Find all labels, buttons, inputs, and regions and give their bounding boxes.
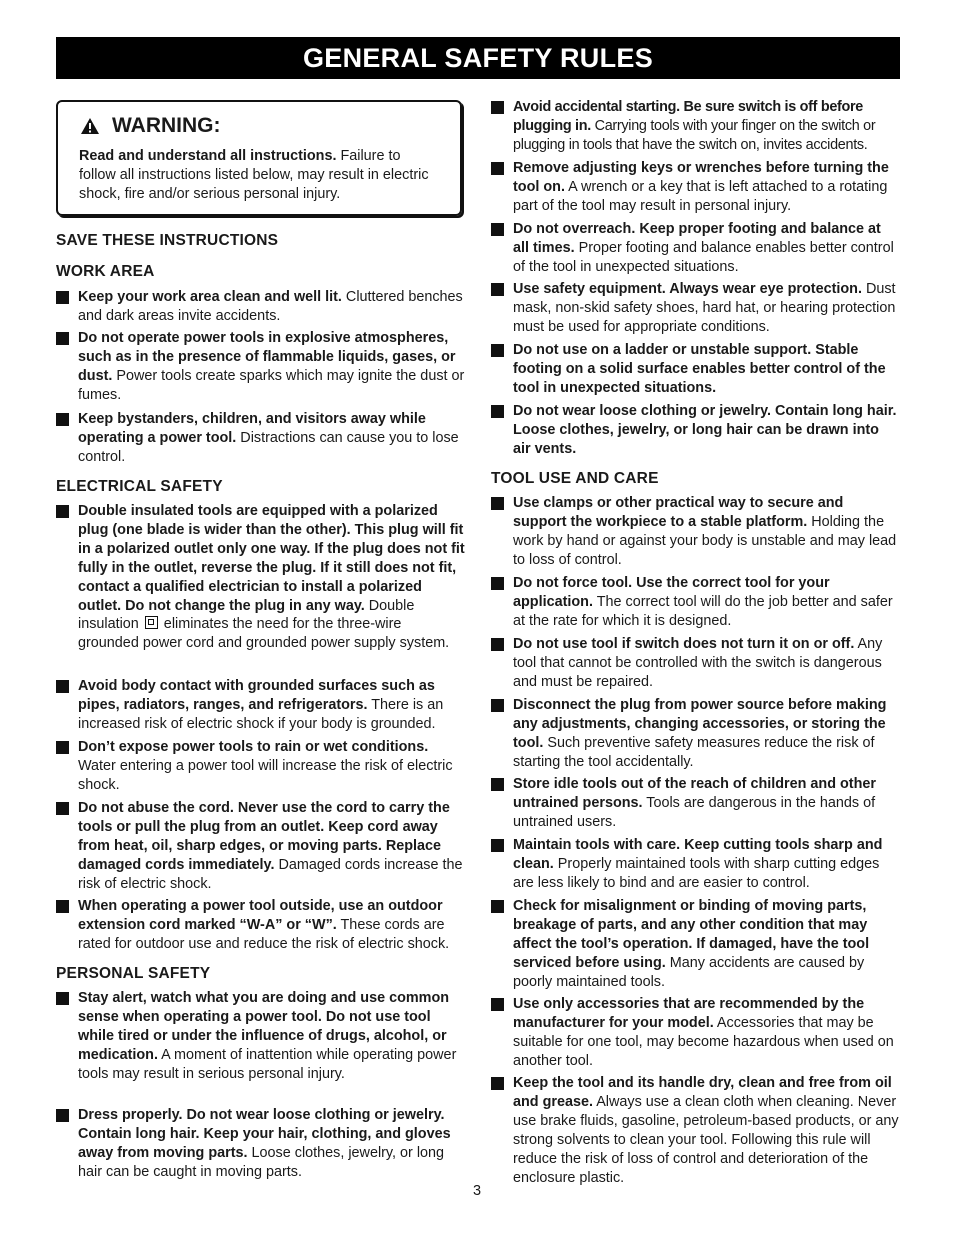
list-item: Do not operate power tools in explosive atmospheres, such as in the presence of flammable liquids, gases, or dust. Power tools create sparks which may ignite the dust or fumes. <box>56 329 465 405</box>
bullet-square <box>491 101 504 114</box>
bullet-square <box>56 332 69 345</box>
list-item: Check for misalignment or binding of moving parts, breakage of parts, and any other condition that may affect the tool’s operation. If damaged, have the tool serviced before using. Many accidents are caused by poorly maintained tools. <box>491 897 900 992</box>
page-number: 3 <box>472 1183 482 1199</box>
list-item: Avoid accidental starting. Be sure switch is off before plugging in. Carrying tools with your finger on the switch or plugging in tools that have the switch on, invites accidents. <box>491 98 900 155</box>
bullet-square <box>56 291 69 304</box>
list-item: Do not abuse the cord. Never use the cord to carry the tools or pull the plug from an outlet. Keep cord away from heat, oil, sharp edges, or moving parts. Replace damaged cords immediately. Damaged cords increase the risk of electric shock. <box>56 799 465 894</box>
bullet-square <box>56 680 69 693</box>
list-item: Keep your work area clean and well lit. Cluttered benches and dark areas invite accidents. <box>56 288 465 326</box>
list-item: Disconnect the plug from power source before making any adjustments, changing accessories, or storing the tool. Such preventive safety measures reduce the risk of starting the tool accidentally. <box>491 696 900 772</box>
list-item: Stay alert, watch what you are doing and use common sense when operating a power tool. Do not use tool while tired or under the influence of drugs, alcohol, or medication. A moment of inattention while operating power tools may result in serious personal injury. <box>56 989 465 1103</box>
list-item: Maintain tools with care. Keep cutting tools sharp and clean. Properly maintained tools with sharp cutting edges are less likely to bind and are easier to control. <box>491 836 900 893</box>
save-instructions-heading: SAVE THESE INSTRUCTIONS <box>56 232 279 249</box>
tool-use-heading: TOOL USE AND CARE <box>491 470 659 487</box>
bullet-square <box>491 900 504 913</box>
bullet-square <box>491 223 504 236</box>
list-item: Do not force tool. Use the correct tool for your application. The correct tool will do the job better and safer at the rate for which it is designed. <box>491 574 900 631</box>
bullet-square <box>491 344 504 357</box>
bullet-square <box>491 405 504 418</box>
list-item: Dress properly. Do not wear loose clothing or jewelry. Contain long hair. Keep your hair, clothing, and gloves away from moving parts. Loose clothes, jewelry, or long hair can be caught in moving parts. <box>56 1106 465 1182</box>
bullet-square <box>56 1109 69 1122</box>
work-area-heading: WORK AREA <box>56 263 155 280</box>
list-item: Do not wear loose clothing or jewelry. Contain long hair. Loose clothes, jewelry, or long hair can be drawn into air vents. <box>491 402 900 459</box>
bullet-square <box>56 802 69 815</box>
list-item: Keep bystanders, children, and visitors away while operating a power tool. Distractions can cause you to lose control. <box>56 410 465 467</box>
list-item: Do not use on a ladder or unstable support. Stable footing on a solid surface enables better control of the tool in unexpected situations. <box>491 341 900 398</box>
list-item: Use only accessories that are recommended by the manufacturer for your model. Accessories that may be suitable for one tool, may become hazardous when used on another tool. <box>491 995 900 1071</box>
electrical-safety-heading: ELECTRICAL SAFETY <box>56 478 223 495</box>
warning-heading <box>80 114 221 138</box>
bullet-square <box>56 900 69 913</box>
bullet-square <box>491 577 504 590</box>
bullet-square <box>491 778 504 791</box>
list-item: Don’t expose power tools to rain or wet conditions. Water entering a power tool will increase the risk of electric shock. <box>56 738 465 795</box>
list-item: Avoid body contact with grounded surfaces such as pipes, radiators, ranges, and refrigerators. There is an increased risk of electric shock if your body is grounded. <box>56 677 465 734</box>
list-item: Use clamps or other practical way to secure and support the workpiece to a stable platform. Holding the work by hand or against your body is unstable and may lead to loss of control. <box>491 494 900 570</box>
bullet-square <box>491 497 504 510</box>
warning-box <box>56 100 462 216</box>
list-item: Remove adjusting keys or wrenches before turning the tool on. A wrench or a key that is left attached to a rotating part of the tool may result in personal injury. <box>491 159 900 216</box>
bullet-square <box>491 998 504 1011</box>
list-item: When operating a power tool outside, use an outdoor extension cord marked “W-A” or “W”. These cords are rated for outdoor use and reduce the risk of electric shock. <box>56 897 465 954</box>
bullet-square <box>56 505 69 518</box>
list-item: Do not overreach. Keep proper footing and balance at all times. Proper footing and balance enables better control of the tool in unexpected situations. <box>491 220 900 277</box>
page-title: GENERAL SAFETY RULES <box>56 37 900 79</box>
bullet-square <box>491 699 504 712</box>
warning-text <box>79 147 441 204</box>
warning-heading-text: WARNING: <box>112 114 221 137</box>
bullet-square <box>56 741 69 754</box>
bullet-square <box>491 839 504 852</box>
double-insulation-icon <box>145 616 158 629</box>
list-item: Keep the tool and its handle dry, clean and free from oil and grease. Always use a clean cloth when cleaning. Never use brake fluids, gasoline, petroleum-based products, or any strong solvents to clean your tool. Following this rule will reduce the risk of loss of control and deterioration of the enclosure plastic. <box>491 1074 900 1188</box>
bullet-square <box>491 638 504 651</box>
warning-bold: Read and understand all instructions. <box>79 148 337 164</box>
bullet-square <box>491 162 504 175</box>
bullet-square <box>491 283 504 296</box>
warning-triangle-icon <box>80 117 100 135</box>
warning-body: Failure to follow all instructions listed below, may result in electric shock, fire and/or serious personal injury. <box>79 148 429 202</box>
bullet-square <box>56 413 69 426</box>
personal-safety-heading: PERSONAL SAFETY <box>56 965 211 982</box>
bullet-square <box>56 992 69 1005</box>
list-item: Do not use tool if switch does not turn it on or off. Any tool that cannot be controlled with the switch is dangerous and must be repaired. <box>491 635 900 692</box>
list-item: Use safety equipment. Always wear eye protection. Dust mask, non-skid safety shoes, hard hat, or hearing protection must be used for appropriate conditions. <box>491 280 900 337</box>
list-item: Double insulated tools are equipped with a polarized plug (one blade is wider than the other). This plug will fit in a polarized outlet only one way. If the plug does not fit fully in the outlet, reverse the plug. If it still does not fit, contact a qualified electrician to install a polarized outlet. Do not change the plug in any way. Double insulation eliminates the need for the three-wire grounded power cord and grounded power supply system. <box>56 502 465 672</box>
bullet-square <box>491 1077 504 1090</box>
list-item: Store idle tools out of the reach of children and other untrained persons. Tools are dangerous in the hands of untrained users. <box>491 775 900 832</box>
